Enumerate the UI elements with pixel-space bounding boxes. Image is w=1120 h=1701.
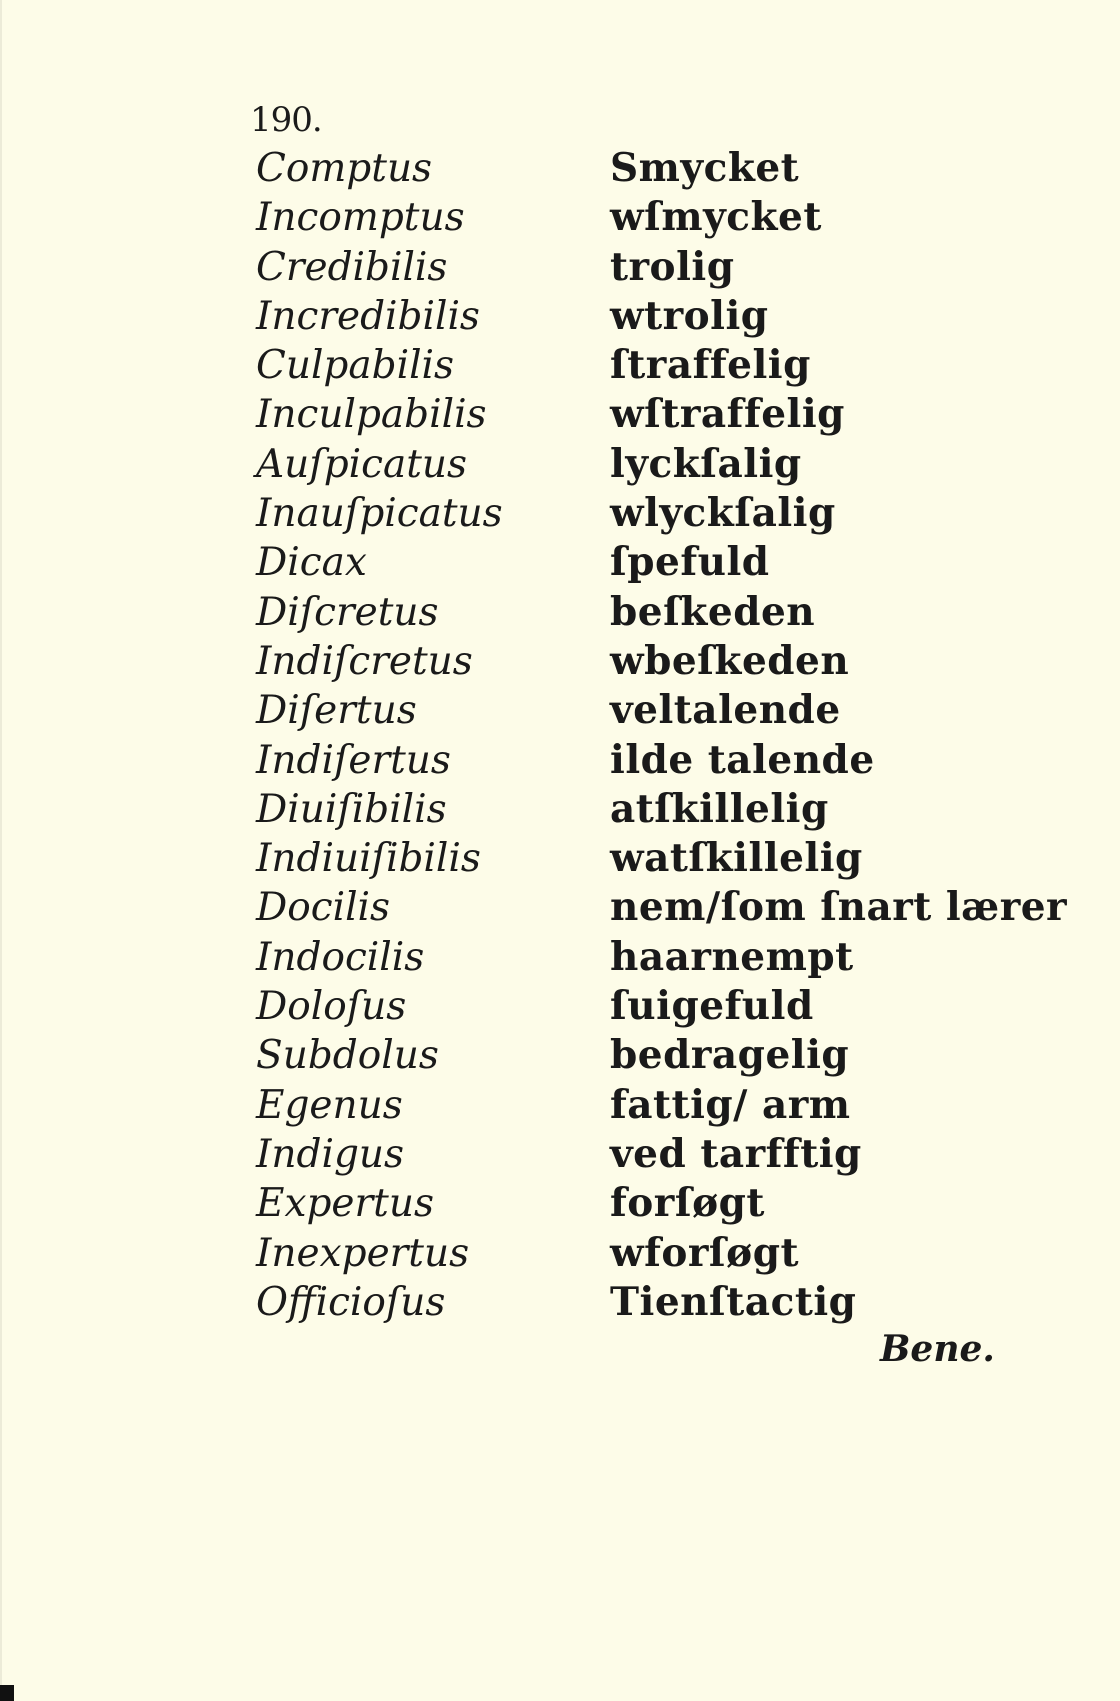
- danish-term: ilde talende: [610, 736, 875, 783]
- latin-term: Auſpicatus: [256, 441, 468, 487]
- latin-term: Officioſus: [256, 1279, 446, 1325]
- danish-term: wſmycket: [610, 194, 822, 241]
- danish-term: haarnempt: [610, 933, 854, 980]
- danish-term: ſpefuld: [610, 539, 770, 586]
- danish-term: Smycket: [610, 145, 800, 191]
- danish-term: bedragelig: [610, 1032, 850, 1079]
- danish-term: ſuigefuld: [610, 983, 814, 1030]
- latin-term: Inculpabilis: [256, 392, 487, 438]
- page-edge: [0, 0, 2, 1701]
- latin-term: Doloſus: [256, 984, 407, 1030]
- danish-term: lyckſalig: [610, 440, 802, 487]
- danish-term: fattig/ arm: [610, 1081, 851, 1128]
- danish-term: wſtraffelig: [610, 391, 845, 438]
- danish-term: wbeſkeden: [610, 637, 850, 684]
- latin-term: Indiſertus: [256, 737, 451, 783]
- latin-term: Comptus: [256, 146, 433, 191]
- scan-edge-mark: [0, 1685, 14, 1701]
- latin-term: Diuiſibilis: [256, 786, 447, 832]
- latin-term: Indocilis: [256, 934, 425, 980]
- latin-term: Culpabilis: [256, 343, 455, 389]
- catchword: Bene.: [880, 1328, 995, 1370]
- danish-term: forſøgt: [610, 1180, 765, 1227]
- latin-term: Indiſcretus: [256, 638, 473, 684]
- latin-term: Inauſpicatus: [256, 491, 503, 537]
- latin-term: Indigus: [256, 1131, 405, 1177]
- danish-term: ſtraffelig: [610, 342, 811, 389]
- latin-term: Egenus: [256, 1082, 403, 1128]
- latin-term: Incredibilis: [256, 293, 480, 339]
- latin-term: Diſertus: [256, 688, 417, 734]
- danish-term: Tienſtactig: [610, 1278, 857, 1325]
- latin-term: Indiuiſibilis: [256, 836, 481, 882]
- latin-term: Expertus: [256, 1181, 434, 1227]
- danish-term: trolig: [610, 243, 735, 290]
- latin-term: Credibilis: [256, 244, 448, 290]
- danish-column: [610, 144, 1067, 1327]
- latin-column: [256, 144, 503, 1327]
- danish-term: ved tarfftig: [610, 1130, 862, 1177]
- danish-term: nem/ſom ſnart lærer: [610, 884, 1068, 931]
- latin-term: Diſcretus: [256, 589, 439, 635]
- latin-term: Inexpertus: [256, 1230, 470, 1276]
- danish-term: wlyckſalig: [610, 490, 836, 537]
- danish-term: beſkeden: [610, 588, 816, 635]
- danish-term: veltalende: [610, 687, 841, 734]
- danish-term: wforſøgt: [610, 1229, 799, 1276]
- danish-term: wtrolig: [610, 292, 769, 339]
- danish-term: atſkillelig: [610, 785, 829, 832]
- danish-term: watſkillelig: [610, 835, 863, 882]
- latin-term: Incomptus: [256, 195, 465, 241]
- latin-term: Dicax: [256, 540, 367, 586]
- latin-term: Docilis: [256, 885, 391, 931]
- latin-term: Subdolus: [256, 1033, 439, 1079]
- page-number: 190.: [250, 100, 322, 140]
